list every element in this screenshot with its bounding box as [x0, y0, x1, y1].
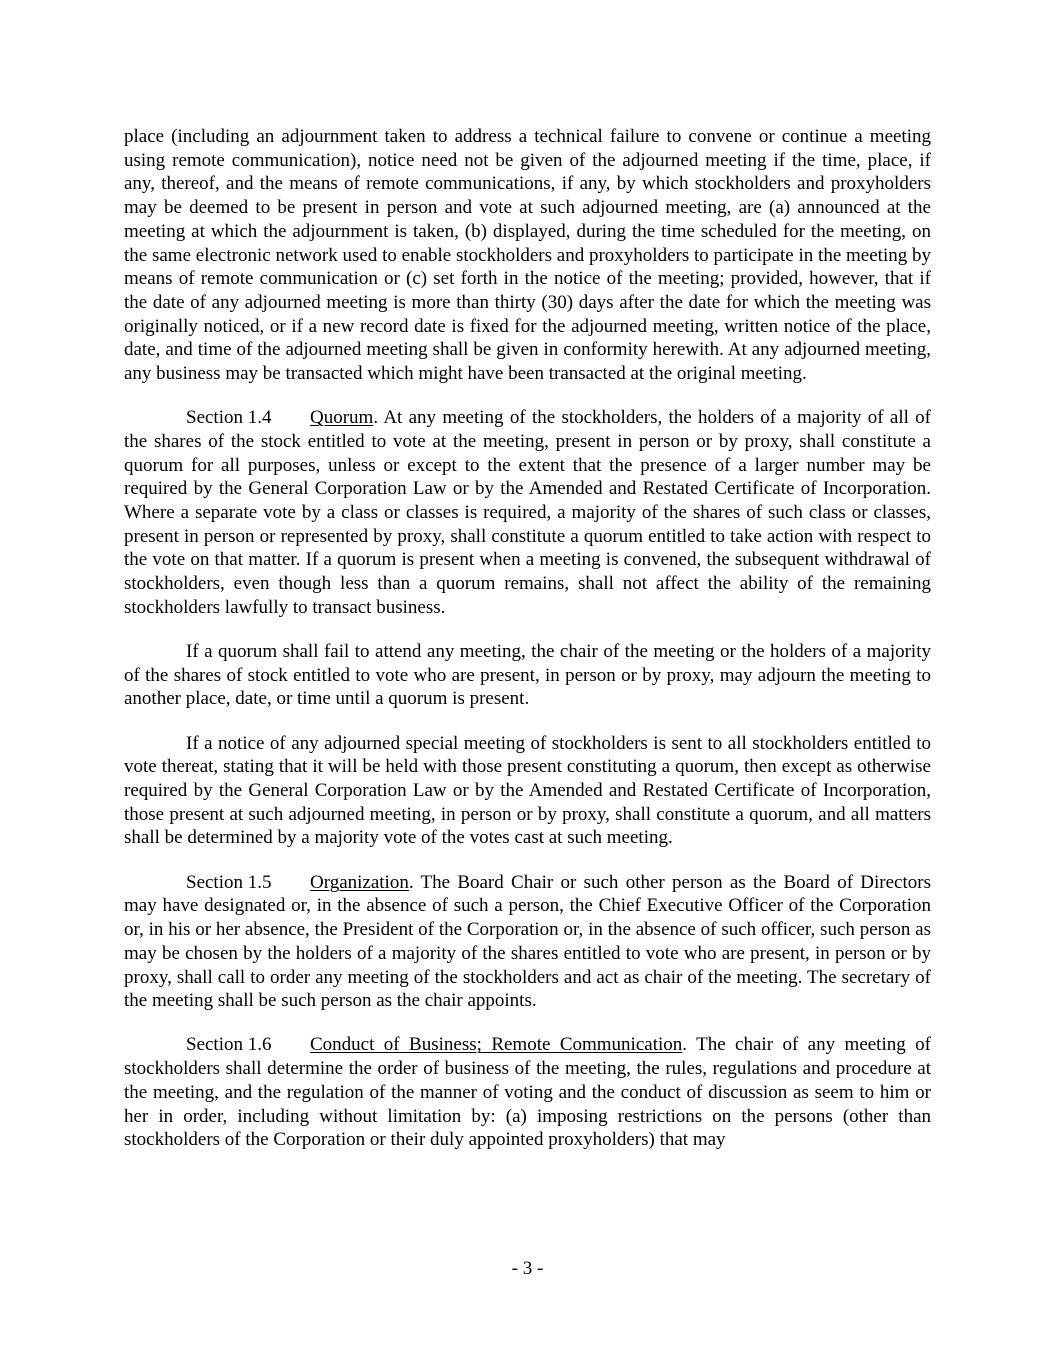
section-number: Section 1.4: [186, 407, 272, 429]
section-1-4-quorum: [124, 406, 931, 619]
section-1-5-organization: [124, 871, 931, 1013]
paragraph-quorum-failure: If a quorum shall fail to attend any meeting, the chair of the meeting or the holders of a majority of the shares of stock entitled to vote who are present, in person or by proxy, may adjourn the meeting to another place, date, or time until a quorum is present.: [124, 641, 931, 710]
section-number: Section 1.5: [186, 871, 272, 893]
section-body: . The Board Chair or such other person as the Board of Directors may have designated or, in the absence of such a person, the Chief Executive Officer of the Corporation or, in his or her absence, the President of the Corporation or, in the absence of such officer, such person as may be chosen by the holders of a majority of the shares entitled to vote who are present, in person or by proxy, shall call to order any meeting of the stockholders and act as chair of the meeting. The secretary of the meeting shall be such person as the chair appoints.: [124, 871, 931, 1012]
document-page: [124, 125, 931, 1172]
paragraph-adjourned-special-meeting: If a notice of any adjourned special meeting of stockholders is sent to all stockholders entitled to vote thereat, stating that it will be held with those present constituting a quorum, then except as otherwise required by the General Corporation Law or by the Amended and Restated Certificate of Incorporation, those present at such adjourned meeting, in person or by proxy, shall constitute a quorum, and all matters shall be determined by a majority vote of the votes cast at such meeting.: [124, 732, 931, 849]
section-body: . At any meeting of the stockholders, the holders of a majority of all of the shares of the stock entitled to vote at the meeting, present in person or by proxy, shall constitute a quorum for all purposes, unless or except to the extent that the presence of a larger number may be required by the General Corporation Law or by the Amended and Restated Certificate of Incorporation. Where a separate vote by a class or classes is required, a majority of the shares of such class or classes, present in person or represented by proxy, shall constitute a quorum entitled to take action with respect to the vote on that matter. If a quorum is present when a meeting is convened, the subsequent withdrawal of stockholders, even though less than a quorum remains, shall not affect the ability of the remaining stockholders lawfully to transact business.: [124, 407, 931, 618]
page-number: - 3 -: [511, 1258, 544, 1279]
section-1-6-conduct-of-business: [124, 1033, 931, 1152]
section-title: Conduct of Business; Remote Communication: [310, 1034, 683, 1056]
section-title: Organization: [310, 871, 409, 893]
section-number: Section 1.6: [186, 1034, 272, 1056]
paragraph-adjournment-continued: place (including an adjournment taken to address a technical failure to convene or continue a meeting using remote communication), notice need not be given of the adjourned meeting if the time, place, if any, thereof, and the means of remote communications, if any, by which stockholders and proxyholders may be deemed to be present in person and vote at such adjourned meeting, are (a) announced at the meeting at which the adjournment is taken, (b) displayed, during the time scheduled for the meeting, on the same electronic network used to enable stockholders and proxyholders to participate in the meeting by means of remote communication or (c) set forth in the notice of the meeting; provided, however, that if the date of any adjourned meeting is more than thirty (30) days after the date for which the meeting was originally noticed, or if a new record date is fixed for the adjourned meeting, written notice of the place, date, and time of the adjourned meeting shall be given in conformity herewith. At any adjourned meeting, any business may be transacted which might have been transacted at the original meeting.: [124, 126, 931, 385]
section-title: Quorum: [310, 407, 374, 429]
section-body: . The chair of any meeting of stockholders shall determine the order of business of the meeting, the rules, regulations and procedure at the meeting, and the regulation of the manner of voting and the conduct of discussion as seem to him or her in order, including without limitation by: (a) imposing restrictions on the persons (other than stockholders of the Corporation or their duly appointed proxyholders) that may: [124, 1034, 931, 1151]
